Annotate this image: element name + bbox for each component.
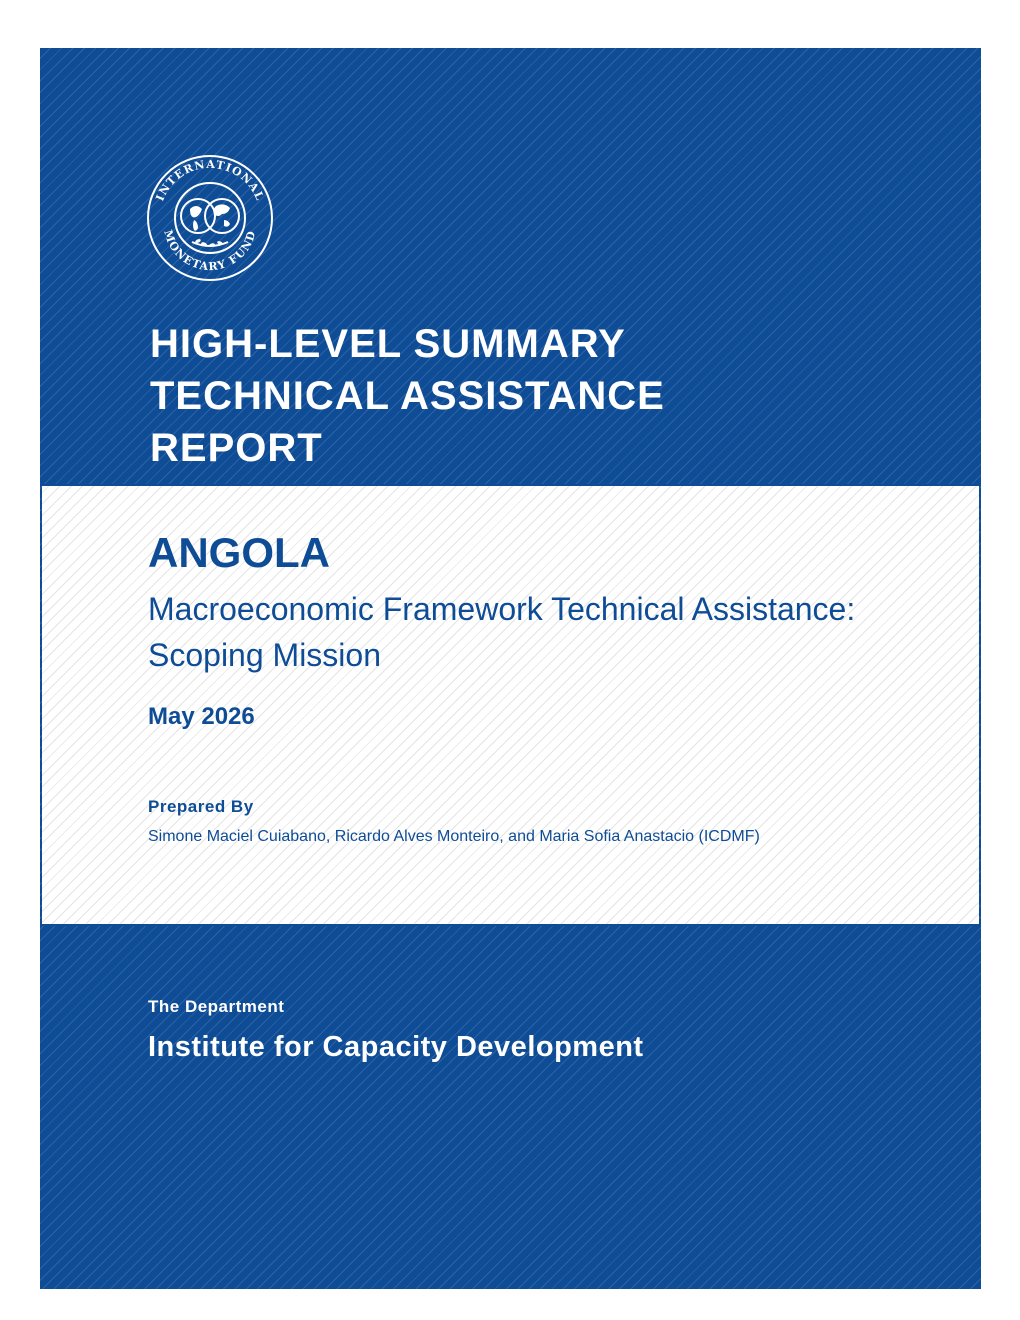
title-band [42, 484, 979, 926]
report-title-line: REPORT [150, 426, 323, 470]
cover-page [40, 48, 981, 1289]
svg-text:INTERNATIONAL [153, 158, 266, 203]
subtitle-line: Macroeconomic Framework Technical Assistance: [148, 591, 856, 627]
seal-top-text: INTERNATIONAL [153, 157, 267, 203]
svg-text:MONETARY FUND [161, 228, 258, 273]
seal-bottom-text: MONETARY FUND [161, 228, 259, 274]
authors-list: Simone Maciel Cuiabano, Ricardo Alves Monteiro, and Maria Sofia Anastacio (ICDMF) [148, 828, 760, 845]
prepared-by-label: Prepared By [148, 797, 254, 816]
department-name: Institute for Capacity Development [148, 1031, 644, 1063]
subtitle-line: Scoping Mission [148, 637, 381, 673]
report-subtitle [148, 586, 968, 678]
report-date: May 2026 [148, 703, 255, 730]
report-title [150, 318, 665, 474]
imf-seal-logo [146, 154, 274, 282]
report-title-line: TECHNICAL ASSISTANCE [150, 374, 665, 418]
report-title-line: HIGH-LEVEL SUMMARY [150, 322, 626, 366]
country-name: ANGOLA [148, 529, 330, 576]
department-label: The Department [148, 997, 285, 1016]
